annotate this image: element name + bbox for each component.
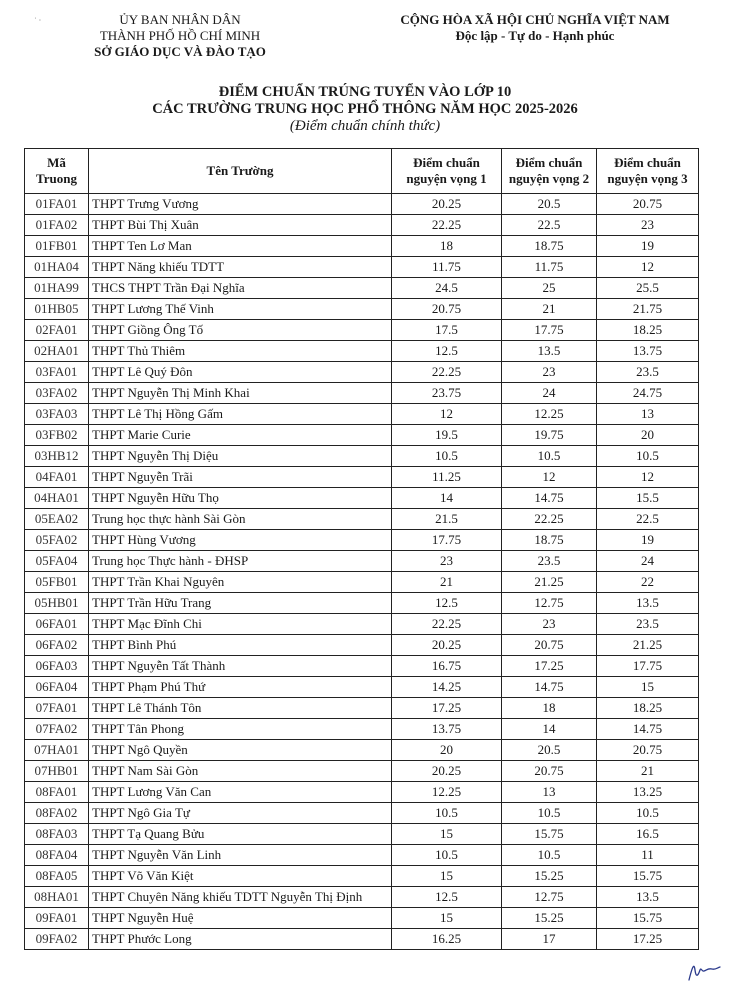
score-nv2-cell: 18.75 <box>502 530 597 551</box>
score-nv1-cell: 22.25 <box>392 215 502 236</box>
score-nv3-cell: 15.75 <box>597 908 699 929</box>
table-row <box>25 362 699 383</box>
score-nv3-cell: 20 <box>597 425 699 446</box>
school-name-cell: Trung học Thực hành - ĐHSP <box>89 551 392 572</box>
table-header-row <box>25 149 699 194</box>
score-nv1-cell: 11.75 <box>392 257 502 278</box>
school-code-cell: 07HA01 <box>25 740 89 761</box>
score-nv1-cell: 12 <box>392 404 502 425</box>
school-name-cell: THPT Phước Long <box>89 929 392 950</box>
score-nv2-cell: 11.75 <box>502 257 597 278</box>
table-row <box>25 698 699 719</box>
score-nv1-cell: 22.25 <box>392 614 502 635</box>
score-nv2-cell: 14.75 <box>502 677 597 698</box>
school-code-cell: 06FA02 <box>25 635 89 656</box>
table-row <box>25 341 699 362</box>
score-nv1-cell: 10.5 <box>392 845 502 866</box>
school-name-cell: THPT Lê Thị Hồng Gấm <box>89 404 392 425</box>
table-row <box>25 908 699 929</box>
school-code-cell: 09FA01 <box>25 908 89 929</box>
score-nv3-cell: 23.5 <box>597 362 699 383</box>
score-nv2-cell: 15.75 <box>502 824 597 845</box>
score-nv2-cell: 23 <box>502 362 597 383</box>
table-row <box>25 845 699 866</box>
school-code-cell: 08FA05 <box>25 866 89 887</box>
score-nv2-cell: 18 <box>502 698 597 719</box>
school-name-cell: THPT Ten Lơ Man <box>89 236 392 257</box>
score-nv1-cell: 12.25 <box>392 782 502 803</box>
school-code-cell: 05FA02 <box>25 530 89 551</box>
school-code-cell: 03FA03 <box>25 404 89 425</box>
national-name: CỘNG HÒA XÃ HỘI CHỦ NGHĨA VIỆT NAM <box>400 12 670 27</box>
score-nv1-cell: 12.5 <box>392 341 502 362</box>
score-nv2-cell: 14.75 <box>502 488 597 509</box>
score-nv3-cell: 13 <box>597 404 699 425</box>
score-nv3-cell: 22.5 <box>597 509 699 530</box>
score-nv3-cell: 23.5 <box>597 614 699 635</box>
score-nv1-cell: 15 <box>392 824 502 845</box>
score-nv1-cell: 16.75 <box>392 656 502 677</box>
score-nv2-cell: 22.25 <box>502 509 597 530</box>
score-nv3-cell: 13.75 <box>597 341 699 362</box>
school-code-cell: 08FA02 <box>25 803 89 824</box>
school-name-cell: THPT Võ Văn Kiệt <box>89 866 392 887</box>
school-name-cell: THPT Lê Quý Đôn <box>89 362 392 383</box>
score-nv2-cell: 20.5 <box>502 740 597 761</box>
score-nv3-cell: 24 <box>597 551 699 572</box>
score-nv2-cell: 12.25 <box>502 404 597 425</box>
school-name-cell: THPT Nam Sài Gòn <box>89 761 392 782</box>
score-nv3-cell: 22 <box>597 572 699 593</box>
score-nv1-cell: 22.25 <box>392 362 502 383</box>
school-name-cell: THPT Bình Phú <box>89 635 392 656</box>
table-row <box>25 215 699 236</box>
score-nv2-cell: 20.75 <box>502 635 597 656</box>
document-title-line-1: ĐIỂM CHUẨN TRÚNG TUYỂN VÀO LỚP 10 <box>218 84 512 100</box>
score-nv3-cell: 10.5 <box>597 446 699 467</box>
score-nv1-cell: 11.25 <box>392 467 502 488</box>
score-nv3-cell: 15 <box>597 677 699 698</box>
score-nv1-cell: 24.5 <box>392 278 502 299</box>
school-name-cell: THPT Hùng Vương <box>89 530 392 551</box>
school-code-cell: 01FA01 <box>25 194 89 215</box>
table-row <box>25 677 699 698</box>
table-row <box>25 257 699 278</box>
score-nv1-cell: 21.5 <box>392 509 502 530</box>
table-row <box>25 929 699 950</box>
school-name-cell: THPT Trần Hữu Trang <box>89 593 392 614</box>
motto: Độc lập - Tự do - Hạnh phúc <box>455 28 615 43</box>
score-nv2-cell: 19.75 <box>502 425 597 446</box>
table-body <box>25 194 699 950</box>
scan-speckle: ˙ · <box>34 16 42 25</box>
signature-mark <box>686 958 722 984</box>
score-nv3-cell: 17.75 <box>597 656 699 677</box>
school-code-cell: 01FB01 <box>25 236 89 257</box>
table-row <box>25 383 699 404</box>
school-name-cell: THPT Nguyễn Huệ <box>89 908 392 929</box>
score-nv3-cell: 25.5 <box>597 278 699 299</box>
school-code-cell: 08FA03 <box>25 824 89 845</box>
school-name-cell: THPT Bùi Thị Xuân <box>89 215 392 236</box>
score-nv3-cell: 19 <box>597 236 699 257</box>
school-name-cell: THPT Lương Văn Can <box>89 782 392 803</box>
score-nv3-cell: 21.75 <box>597 299 699 320</box>
school-code-cell: 07HB01 <box>25 761 89 782</box>
issuer-line-2: THÀNH PHỐ HỒ CHÍ MINH <box>99 28 261 43</box>
school-name-cell: THPT Giồng Ông Tố <box>89 320 392 341</box>
header-nv2: Điểm chuẩn nguyện vọng 2 <box>502 149 597 194</box>
score-nv3-cell: 20.75 <box>597 194 699 215</box>
score-nv2-cell: 24 <box>502 383 597 404</box>
score-nv1-cell: 13.75 <box>392 719 502 740</box>
score-nv1-cell: 10.5 <box>392 803 502 824</box>
score-nv2-cell: 22.5 <box>502 215 597 236</box>
school-name-cell: THPT Năng khiếu TDTT <box>89 257 392 278</box>
school-name-cell: THPT Marie Curie <box>89 425 392 446</box>
table-row <box>25 530 699 551</box>
score-nv2-cell: 23 <box>502 614 597 635</box>
school-code-cell: 03HB12 <box>25 446 89 467</box>
score-nv3-cell: 11 <box>597 845 699 866</box>
table-row <box>25 887 699 908</box>
score-nv3-cell: 15.5 <box>597 488 699 509</box>
score-nv2-cell: 20.75 <box>502 761 597 782</box>
school-code-cell: 01HB05 <box>25 299 89 320</box>
table-row <box>25 194 699 215</box>
score-nv3-cell: 18.25 <box>597 698 699 719</box>
school-name-cell: THPT Nguyễn Văn Linh <box>89 845 392 866</box>
table-row <box>25 740 699 761</box>
table-row <box>25 572 699 593</box>
table-row <box>25 656 699 677</box>
score-nv2-cell: 10.5 <box>502 803 597 824</box>
score-nv3-cell: 12 <box>597 467 699 488</box>
score-nv1-cell: 20 <box>392 740 502 761</box>
table-row <box>25 278 699 299</box>
school-code-cell: 07FA01 <box>25 698 89 719</box>
score-nv1-cell: 20.25 <box>392 761 502 782</box>
school-code-cell: 06FA04 <box>25 677 89 698</box>
score-nv3-cell: 18.25 <box>597 320 699 341</box>
school-code-cell: 04FA01 <box>25 467 89 488</box>
school-code-cell: 01FA02 <box>25 215 89 236</box>
score-nv2-cell: 12.75 <box>502 887 597 908</box>
school-name-cell: Trung học thực hành Sài Gòn <box>89 509 392 530</box>
school-code-cell: 01HA99 <box>25 278 89 299</box>
score-nv3-cell: 14.75 <box>597 719 699 740</box>
score-nv2-cell: 13 <box>502 782 597 803</box>
table-row <box>25 719 699 740</box>
header-nv1: Điểm chuẩn nguyện vọng 1 <box>392 149 502 194</box>
school-name-cell: THPT Phạm Phú Thứ <box>89 677 392 698</box>
score-nv1-cell: 16.25 <box>392 929 502 950</box>
score-nv3-cell: 13.5 <box>597 593 699 614</box>
table-row <box>25 635 699 656</box>
score-nv3-cell: 16.5 <box>597 824 699 845</box>
school-name-cell: THPT Ngô Gia Tự <box>89 803 392 824</box>
score-nv3-cell: 19 <box>597 530 699 551</box>
school-name-cell: THPT Nguyễn Thị Diệu <box>89 446 392 467</box>
table-row <box>25 803 699 824</box>
issuer-header <box>60 12 300 60</box>
score-nv2-cell: 10.5 <box>502 845 597 866</box>
table-row <box>25 425 699 446</box>
score-nv3-cell: 15.75 <box>597 866 699 887</box>
score-nv1-cell: 12.5 <box>392 887 502 908</box>
school-code-cell: 03FA02 <box>25 383 89 404</box>
score-nv2-cell: 23.5 <box>502 551 597 572</box>
score-nv1-cell: 21 <box>392 572 502 593</box>
school-code-cell: 05FA04 <box>25 551 89 572</box>
score-nv2-cell: 13.5 <box>502 341 597 362</box>
score-nv3-cell: 13.25 <box>597 782 699 803</box>
school-code-cell: 02FA01 <box>25 320 89 341</box>
score-nv1-cell: 10.5 <box>392 446 502 467</box>
school-code-cell: 05HB01 <box>25 593 89 614</box>
school-name-cell: THPT Nguyễn Thị Minh Khai <box>89 383 392 404</box>
school-name-cell: THPT Nguyễn Hữu Thọ <box>89 488 392 509</box>
score-nv3-cell: 20.75 <box>597 740 699 761</box>
score-nv1-cell: 17.75 <box>392 530 502 551</box>
table-row <box>25 236 699 257</box>
score-nv2-cell: 25 <box>502 278 597 299</box>
score-nv2-cell: 21.25 <box>502 572 597 593</box>
school-code-cell: 03FA01 <box>25 362 89 383</box>
score-nv1-cell: 17.5 <box>392 320 502 341</box>
score-nv2-cell: 14 <box>502 719 597 740</box>
school-name-cell: THPT Nguyễn Tất Thành <box>89 656 392 677</box>
school-code-cell: 06FA03 <box>25 656 89 677</box>
issuer-line-3: SỞ GIÁO DỤC VÀ ĐÀO TẠO <box>94 44 266 59</box>
score-nv2-cell: 20.5 <box>502 194 597 215</box>
school-code-cell: 07FA02 <box>25 719 89 740</box>
score-nv1-cell: 19.5 <box>392 425 502 446</box>
table-row <box>25 467 699 488</box>
school-name-cell: THPT Trưng Vương <box>89 194 392 215</box>
score-nv1-cell: 15 <box>392 866 502 887</box>
score-nv1-cell: 20.75 <box>392 299 502 320</box>
school-name-cell: THPT Lương Thế Vinh <box>89 299 392 320</box>
table-row <box>25 446 699 467</box>
score-nv2-cell: 15.25 <box>502 908 597 929</box>
national-motto-header <box>370 12 700 44</box>
school-code-cell: 02HA01 <box>25 341 89 362</box>
school-code-cell: 01HA04 <box>25 257 89 278</box>
score-nv1-cell: 23.75 <box>392 383 502 404</box>
school-name-cell: THPT Chuyên Năng khiếu TDTT Nguyễn Thị Định <box>89 887 392 908</box>
score-nv2-cell: 10.5 <box>502 446 597 467</box>
school-name-cell: THPT Thủ Thiêm <box>89 341 392 362</box>
school-name-cell: THPT Mạc Đĩnh Chi <box>89 614 392 635</box>
score-nv2-cell: 21 <box>502 299 597 320</box>
school-name-cell: THPT Tân Phong <box>89 719 392 740</box>
score-nv3-cell: 10.5 <box>597 803 699 824</box>
table-row <box>25 761 699 782</box>
score-nv1-cell: 15 <box>392 908 502 929</box>
school-code-cell: 06FA01 <box>25 614 89 635</box>
school-name-cell: THPT Lê Thánh Tôn <box>89 698 392 719</box>
table-row <box>25 593 699 614</box>
score-nv3-cell: 17.25 <box>597 929 699 950</box>
school-code-cell: 08HA01 <box>25 887 89 908</box>
score-nv1-cell: 20.25 <box>392 635 502 656</box>
school-name-cell: THPT Tạ Quang Bửu <box>89 824 392 845</box>
document-subtitle: (Điểm chuẩn chính thức) <box>289 118 441 134</box>
score-nv1-cell: 17.25 <box>392 698 502 719</box>
score-nv2-cell: 18.75 <box>502 236 597 257</box>
header-school-name: Tên Trường <box>89 149 392 194</box>
school-code-cell: 05EA02 <box>25 509 89 530</box>
score-nv2-cell: 12.75 <box>502 593 597 614</box>
score-nv3-cell: 24.75 <box>597 383 699 404</box>
score-nv1-cell: 20.25 <box>392 194 502 215</box>
score-nv3-cell: 21 <box>597 761 699 782</box>
table-row <box>25 299 699 320</box>
school-code-cell: 05FB01 <box>25 572 89 593</box>
school-code-cell: 04HA01 <box>25 488 89 509</box>
document-title-line-2: CÁC TRƯỜNG TRUNG HỌC PHỔ THÔNG NĂM HỌC 2025-2026 <box>152 101 578 117</box>
score-nv2-cell: 12 <box>502 467 597 488</box>
school-code-cell: 03FB02 <box>25 425 89 446</box>
table-row <box>25 404 699 425</box>
table-row <box>25 551 699 572</box>
school-code-cell: 09FA02 <box>25 929 89 950</box>
score-nv3-cell: 12 <box>597 257 699 278</box>
table-row <box>25 509 699 530</box>
score-nv2-cell: 17 <box>502 929 597 950</box>
school-code-cell: 08FA01 <box>25 782 89 803</box>
table-row <box>25 866 699 887</box>
school-name-cell: THCS THPT Trần Đại Nghĩa <box>89 278 392 299</box>
score-nv2-cell: 17.25 <box>502 656 597 677</box>
school-name-cell: THPT Nguyễn Trãi <box>89 467 392 488</box>
score-nv1-cell: 12.5 <box>392 593 502 614</box>
table-row <box>25 824 699 845</box>
score-nv2-cell: 17.75 <box>502 320 597 341</box>
issuer-line-1: ỦY BAN NHÂN DÂN <box>119 12 241 27</box>
table-row <box>25 488 699 509</box>
table-row <box>25 782 699 803</box>
score-nv3-cell: 13.5 <box>597 887 699 908</box>
header-nv3: Điểm chuẩn nguyện vọng 3 <box>597 149 699 194</box>
score-nv1-cell: 14.25 <box>392 677 502 698</box>
score-nv2-cell: 15.25 <box>502 866 597 887</box>
header-code: Mã Truong <box>25 149 89 194</box>
admission-scores-table <box>24 148 699 950</box>
score-nv3-cell: 23 <box>597 215 699 236</box>
table-row <box>25 320 699 341</box>
school-code-cell: 08FA04 <box>25 845 89 866</box>
score-nv1-cell: 14 <box>392 488 502 509</box>
school-name-cell: THPT Trần Khai Nguyên <box>89 572 392 593</box>
school-name-cell: THPT Ngô Quyền <box>89 740 392 761</box>
score-nv3-cell: 21.25 <box>597 635 699 656</box>
score-nv1-cell: 18 <box>392 236 502 257</box>
score-nv1-cell: 23 <box>392 551 502 572</box>
table-row <box>25 614 699 635</box>
